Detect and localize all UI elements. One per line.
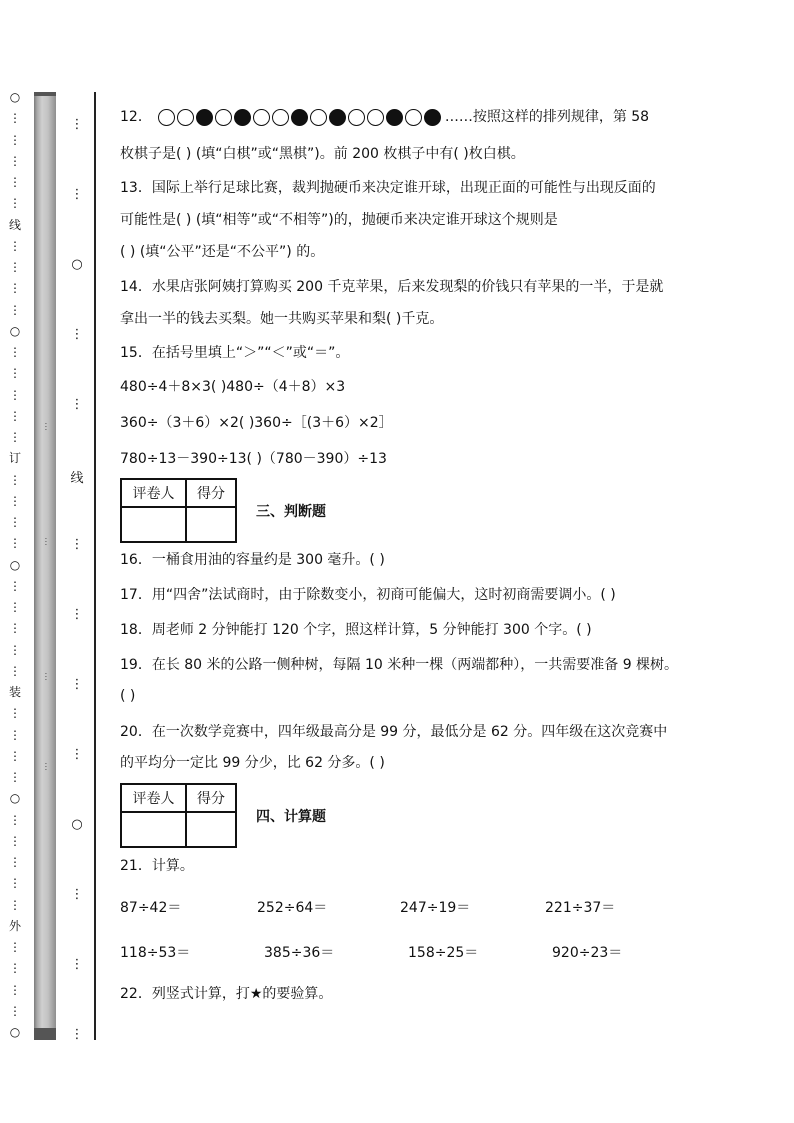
- score-label: 得分: [186, 784, 236, 812]
- dots-icon: ⋮: [70, 957, 84, 972]
- calc-item: 118÷53＝: [120, 945, 191, 961]
- white-chess-piece: [158, 109, 175, 126]
- dots-icon: ⋮: [9, 515, 21, 529]
- binding-margin-inner: [66, 92, 88, 1040]
- grader-label: 评卷人: [121, 479, 186, 507]
- dots-icon: ⋮: [9, 387, 21, 402]
- band-dots: ⋯: [40, 672, 50, 681]
- dots-icon: ⋮: [9, 175, 21, 189]
- dots-icon: ⋮: [70, 607, 84, 622]
- dots-icon: ⋮: [70, 677, 84, 692]
- dots-icon: ⋮: [70, 1027, 84, 1042]
- score-cell: [186, 507, 236, 542]
- question-13-line1: 13．国际上举行足球比赛，裁判抛硬币来决定谁开球，出现正面的可能性与出现反面的: [120, 180, 656, 196]
- black-chess-piece: [196, 109, 213, 126]
- question-20-line2: 的平均分一定比 99 分少，比 62 分多。( ): [120, 755, 385, 771]
- dots-icon: ⋮: [9, 748, 21, 763]
- calc-item: 920÷23＝: [552, 945, 623, 961]
- question-15-b: 360÷（3＋6）×2( )360÷［(3＋6）×2］: [120, 415, 393, 431]
- calc-item: 221÷37＝: [545, 900, 616, 916]
- question-21-title: 21．计算。: [120, 858, 194, 874]
- white-chess-piece: [310, 109, 327, 126]
- circle-icon: ○: [9, 791, 21, 806]
- grader-cell: [121, 812, 186, 847]
- dots-icon: ⋮: [9, 260, 21, 274]
- chess-pieces-sequence: [158, 109, 441, 126]
- question-20-line1: 20．在一次数学竞赛中，四年级最高分是 99 分，最低分是 62 分。四年级在这次竞赛中: [120, 724, 668, 740]
- white-chess-piece: [405, 109, 422, 126]
- dots-icon: ⋮: [9, 1003, 21, 1018]
- black-chess-piece: [234, 109, 251, 126]
- dots-icon: ⋮: [9, 833, 21, 848]
- question-16: 16．一桶食用油的容量约是 300 毫升。( ): [120, 552, 385, 568]
- dots-icon: ⋮: [9, 493, 21, 508]
- margin-label: 装: [8, 685, 21, 699]
- dots-icon: ⋮: [9, 132, 21, 147]
- white-chess-piece: [177, 109, 194, 126]
- dots-icon: ⋮: [9, 578, 21, 593]
- question-text: ……按照这样的排列规律，第 58: [444, 109, 650, 125]
- calc-item: 252÷64＝: [257, 900, 328, 916]
- dots-icon: ⋮: [9, 600, 21, 614]
- question-12-line1: [120, 108, 649, 126]
- calc-item: 247÷19＝: [400, 900, 471, 916]
- black-chess-piece: [424, 109, 441, 126]
- dots-icon: ⋮: [70, 187, 84, 202]
- binding-margin-outer: [5, 90, 25, 1040]
- binding-gray-band: [34, 92, 56, 1040]
- question-14-line2: 拿出一半的钱去买梨。她一共购买苹果和梨( )千克。: [120, 311, 444, 327]
- margin-label: 线: [8, 217, 21, 232]
- question-19-line2: ( ): [120, 688, 136, 704]
- question-12-line2: 枚棋子是( ) (填“白棋”或“黑棋”)。前 200 枚棋子中有( )枚白棋。: [120, 146, 525, 162]
- margin-label: 订: [8, 451, 21, 466]
- dots-icon: ⋮: [9, 855, 21, 869]
- dots-icon: ⋮: [9, 706, 21, 721]
- section-title-4: 四、计算题: [256, 809, 326, 825]
- white-chess-piece: [215, 109, 232, 126]
- dots-icon: ⋮: [9, 366, 21, 381]
- score-cell: [186, 812, 236, 847]
- white-chess-piece: [348, 109, 365, 126]
- dots-icon: ⋮: [9, 408, 21, 423]
- black-chess-piece: [386, 109, 403, 126]
- black-chess-piece: [329, 109, 346, 126]
- circle-icon: ○: [9, 1025, 21, 1039]
- dots-icon: ⋮: [9, 812, 21, 827]
- question-14-line1: 14．水果店张阿姨打算购买 200 千克苹果，后来发现梨的价钱只有苹果的一半，于是就: [120, 279, 664, 295]
- question-17: 17．用“四舍”法试商时，由于除数变小，初商可能偏大，这时初商需要调小。( ): [120, 587, 616, 603]
- grader-cell: [121, 507, 186, 542]
- question-15-a: 480÷4＋8×3( )480÷（4＋8）×3: [120, 379, 346, 395]
- dots-icon: ⋮: [9, 727, 21, 742]
- band-dots: ⋯: [40, 537, 50, 546]
- dots-icon: ⋮: [9, 302, 21, 317]
- grader-label: 评卷人: [121, 784, 186, 812]
- calc-item: 385÷36＝: [264, 945, 335, 961]
- circle-icon: ○: [71, 817, 83, 832]
- dots-icon: ⋮: [70, 537, 84, 552]
- dots-icon: ⋮: [9, 961, 21, 976]
- band-dots: ⋯: [40, 762, 50, 771]
- grader-score-box: [120, 783, 237, 848]
- circle-icon: ○: [9, 557, 21, 572]
- dots-icon: ⋮: [9, 663, 21, 678]
- dots-icon: ⋮: [9, 153, 21, 168]
- question-18: 18．周老师 2 分钟能打 120 个字，照这样计算，5 分钟能打 300 个字。( ): [120, 622, 592, 638]
- dots-icon: ⋮: [70, 117, 84, 132]
- dots-icon: ⋮: [9, 345, 21, 359]
- circle-icon: ○: [71, 257, 83, 272]
- dots-icon: ⋮: [9, 642, 21, 657]
- score-label: 得分: [186, 479, 236, 507]
- dots-icon: ⋮: [9, 281, 21, 296]
- section-title-3: 三、判断题: [256, 504, 326, 520]
- margin-label: 外: [8, 918, 21, 933]
- white-chess-piece: [367, 109, 384, 126]
- dots-icon: ⋮: [9, 770, 21, 784]
- dots-icon: ⋮: [70, 327, 84, 342]
- calc-item: 87÷42＝: [120, 900, 182, 916]
- dots-icon: ⋮: [9, 472, 21, 487]
- question-15-c: 780÷13－390÷13( )（780－390）÷13: [120, 451, 387, 467]
- white-chess-piece: [272, 109, 289, 126]
- dots-icon: ⋮: [9, 621, 21, 636]
- band-dots: ⋯: [40, 422, 50, 431]
- circle-icon: ○: [9, 323, 21, 338]
- grader-score-box: [120, 478, 237, 543]
- dots-icon: ⋮: [9, 982, 21, 997]
- question-13-line2: 可能性是( ) (填“相等”或“不相等”)的，抛硬币来决定谁开球这个规则是: [120, 212, 558, 228]
- binding-line: [94, 92, 96, 1040]
- dots-icon: ⋮: [9, 536, 21, 551]
- dots-icon: ⋮: [9, 430, 21, 444]
- question-19-line1: 19．在长 80 米的公路一侧种树，每隔 10 米种一棵（两端都种），一共需要准备 9 棵树。: [120, 657, 679, 673]
- calc-item: 158÷25＝: [408, 945, 479, 961]
- white-chess-piece: [253, 109, 270, 126]
- dots-icon: ⋮: [9, 111, 21, 126]
- dots-icon: ⋮: [9, 876, 21, 891]
- question-13-line3: ( ) (填“公平”还是“不公平”) 的。: [120, 244, 325, 260]
- dots-icon: ⋮: [9, 196, 21, 211]
- dots-icon: ⋮: [70, 887, 84, 902]
- question-22: 22．列竖式计算，打★的要验算。: [120, 986, 333, 1002]
- dots-icon: ⋮: [9, 238, 21, 253]
- dots-icon: ⋮: [9, 897, 21, 912]
- question-15-line1: 15．在括号里填上“＞”“＜”或“＝”。: [120, 345, 350, 361]
- margin-label: 线: [70, 471, 84, 486]
- black-chess-piece: [291, 109, 308, 126]
- question-number: 12．: [120, 109, 152, 125]
- circle-icon: ○: [9, 90, 21, 104]
- dots-icon: ⋮: [70, 747, 84, 762]
- dots-icon: ⋮: [9, 940, 21, 954]
- dots-icon: ⋮: [70, 397, 84, 412]
